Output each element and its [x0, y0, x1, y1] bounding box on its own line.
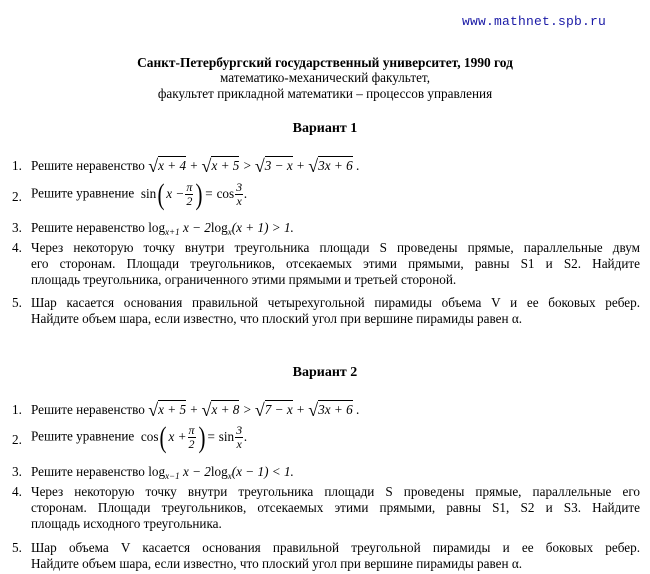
equation-formula: sin( x − $\frac{\pi}{2}$ ) = cos $\frac{3}{x}$ .: [140, 177, 248, 211]
log-inequality-formula: $\log_{x+1} x - 2\log_x(x + 1) > 1$.: [148, 220, 294, 237]
university-title: Санкт-Петербургский государственный университет, 1990 год: [137, 55, 513, 70]
problem-line: его сторонам. Площади треугольников, отсекаемых этими прямыми, равны S1 и S2. Найдите: [31, 256, 640, 271]
problem-line: Через некоторую точку внутри треугольника площади S проведены прямые, параллельные двум: [31, 240, 640, 255]
variant-2-title: Вариант 2: [292, 365, 358, 380]
document-header: [0, 55, 650, 102]
faculty-line-1: математико-механический факультет,: [220, 70, 430, 85]
inequality-formula: √x + 4 + √x + 5 > √3 − x + √3x + 6: [148, 156, 353, 176]
problem-number: 5.: [12, 540, 22, 555]
problem-number: 4.: [12, 484, 22, 499]
problem-number: 3.: [12, 220, 22, 235]
site-url[interactable]: www.mathnet.spb.ru: [462, 14, 607, 29]
problem-line: Шар объема V касается основания правильной треугольной пирамиды и ее боковых ребер.: [31, 540, 640, 555]
problem-number: 1.: [12, 158, 22, 173]
problem-text: Решите уравнение: [31, 428, 135, 444]
problem-text: Решите неравенство: [31, 464, 145, 479]
problem-text: Решите неравенство: [31, 402, 145, 417]
problem-number: 4.: [12, 240, 22, 255]
problem-line: площадь исходного треугольника.: [31, 516, 222, 531]
problem-number: 1.: [12, 402, 22, 417]
inequality-formula: √x + 5 + √x + 8 > √7 − x + √3x + 6: [148, 400, 353, 420]
faculty-line-2: факультет прикладной математики – процессов управления: [157, 86, 493, 101]
problem-line: Найдите объем шара, если известно, что плоский угол при вершине пирамиды равен α.: [31, 311, 523, 326]
problem-number: 2.: [12, 432, 22, 447]
problem-line: Через некоторую точку внутри треугольника площади S проведены прямые, параллельные его: [31, 484, 640, 499]
equation-formula: cos( x + $\frac{\pi}{2}$ ) = sin $\frac{3}{x}$ .: [140, 420, 248, 454]
problem-number: 5.: [12, 295, 22, 310]
problem-text: Решите неравенство: [31, 158, 145, 173]
problem-line: Найдите объем шара, если известно, что плоский угол при вершине пирамиды равен α.: [31, 556, 523, 571]
problem-line: площадь треугольника, ограниченного этими прямыми и третьей стороной.: [31, 272, 457, 287]
variant-1-title: Вариант 1: [292, 121, 358, 136]
problem-line: Шар касается основания правильной четырехугольной пирамиды объема V и ее боковых ребер.: [31, 295, 640, 310]
problem-text: Решите уравнение: [31, 185, 135, 201]
problem-number: 3.: [12, 464, 22, 479]
log-inequality-formula: $\log_{x-1} x - 2\log_x(x - 1) < 1$.: [148, 464, 294, 481]
problem-number: 2.: [12, 189, 22, 204]
problem-line: сторонам. Площади треугольников, отсекаемых этими прямыми, равны S1, S2 и S3. Найдите: [31, 500, 640, 515]
problem-text: Решите неравенство: [31, 220, 145, 235]
